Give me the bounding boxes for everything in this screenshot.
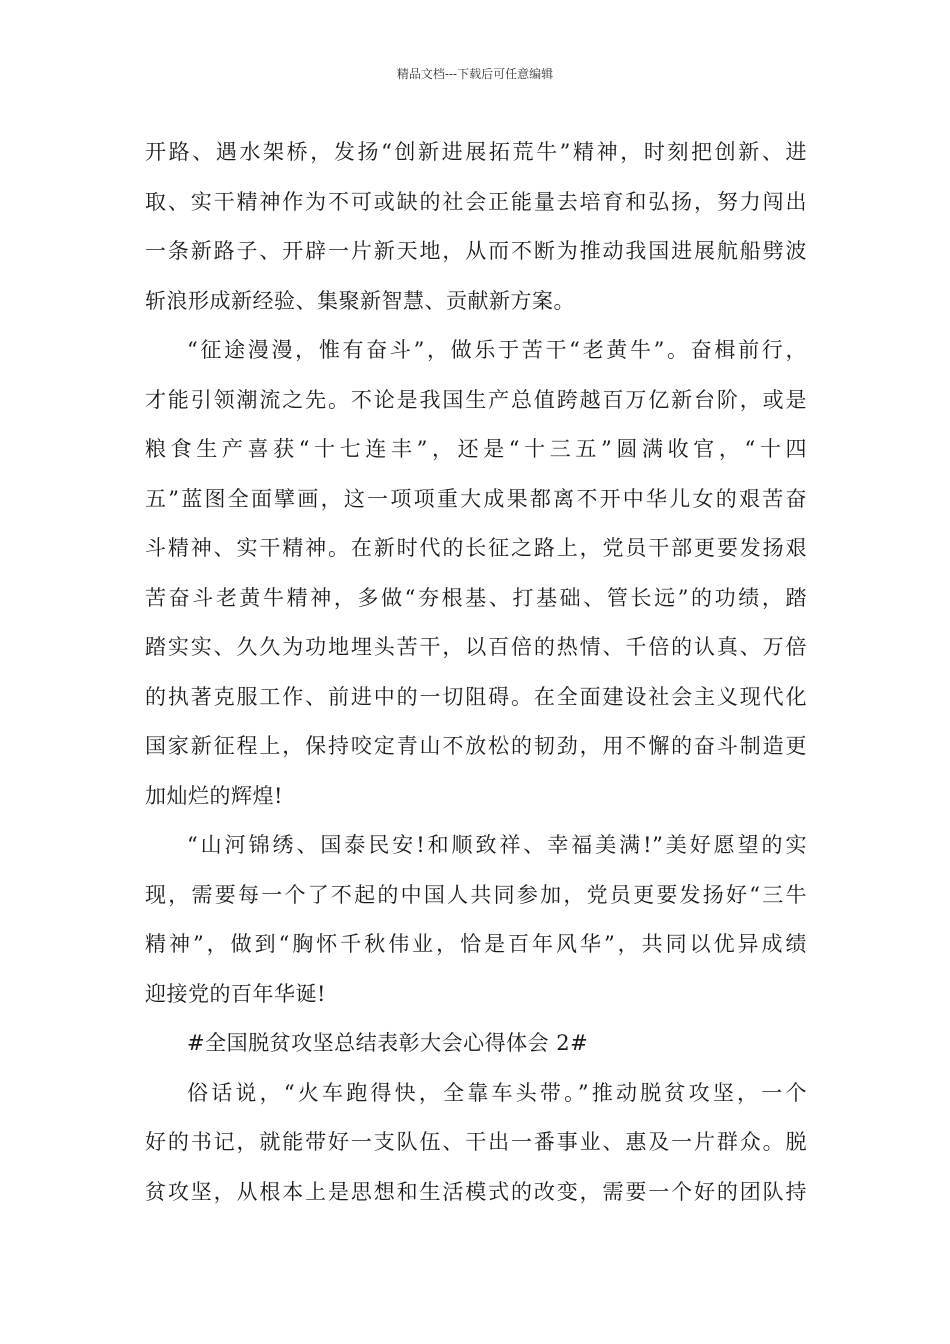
text-line: 才能引领潮流之先。不论是我国生产总值跨越百万亿新台阶，或是 xyxy=(145,387,807,412)
text-line: “征途漫漫，惟有奋斗”，做乐于苦干“老黄牛”。奋楫前行， xyxy=(187,338,807,362)
text-line: 迎接党的百年华诞! xyxy=(145,981,326,1006)
text-line: 加灿烂的辉煌! xyxy=(145,783,283,808)
section-heading: #全国脱贫攻坚总结表彰大会心得体会 2# xyxy=(187,1031,589,1055)
text-line: 贫攻坚，从根本上是思想和生活模式的改变，需要一个好的团队持 xyxy=(145,1179,807,1204)
text-line: 现，需要每一个了不起的中国人共同参加，党员更要发扬好“三牛 xyxy=(145,882,807,907)
text-line: 的执著克服工作、前进中的一切阻碍。在全面建设社会主义现代化 xyxy=(145,684,807,709)
page-header: 精品文档---下载后可任意编辑 xyxy=(396,67,554,81)
text-line: 斗精神、实干精神。在新时代的长征之路上，党员干部更要发扬艰 xyxy=(145,536,807,560)
text-line: 斩浪形成新经验、集聚新智慧、贡献新方案。 xyxy=(145,288,575,313)
text-line: 五”蓝图全面擘画，这一项项重大成果都离不开中华儿女的艰苦奋 xyxy=(145,486,807,511)
text-line: 俗话说，“火车跑得快，全靠车头带。”推动脱贫攻坚，一个 xyxy=(187,1080,807,1105)
text-line: “山河锦绣、国泰民安!和顺致祥、幸福美满!”美好愿望的实 xyxy=(187,833,807,857)
document-body xyxy=(145,128,807,1217)
text-line: 开路、遇水架桥，发扬“创新进展拓荒牛”精神，时刻把创新、进 xyxy=(145,140,807,164)
text-line: 精神”，做到“胸怀千秋伟业，恰是百年风华”，共同以优异成绩 xyxy=(145,932,807,956)
text-line: 粮食生产喜获“十七连丰”，还是“十三五”圆满收官，“十四 xyxy=(145,437,807,461)
text-line: 国家新征程上，保持咬定青山不放松的韧劲，用不懈的奋斗制造更 xyxy=(145,734,807,758)
text-line: 好的书记，就能带好一支队伍、干出一番事业、惠及一片群众。脱 xyxy=(145,1130,807,1154)
text-line: 踏实实、久久为功地埋头苦干，以百倍的热情、千倍的认真、万倍 xyxy=(145,635,807,659)
text-line: 一条新路子、开辟一片新天地，从而不断为推动我国进展航船劈波 xyxy=(145,239,807,263)
text-line: 苦奋斗老黄牛精神，多做“夯根基、打基础、管长远”的功绩，踏 xyxy=(145,585,807,610)
text-line: 取、实干精神作为不可或缺的社会正能量去培育和弘扬，努力闯出 xyxy=(145,189,807,214)
